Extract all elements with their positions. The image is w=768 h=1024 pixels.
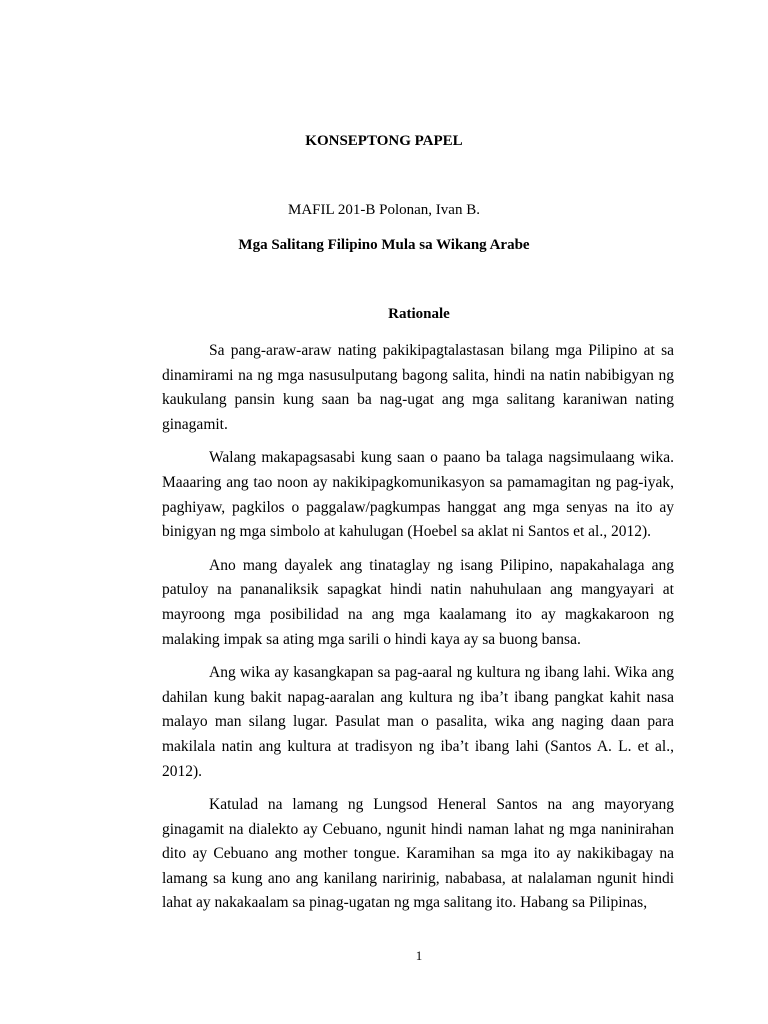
page-title: KONSEPTONG PAPEL bbox=[305, 133, 463, 149]
body-text bbox=[162, 339, 674, 925]
section-heading: Rationale bbox=[388, 306, 450, 322]
paragraph: Ang wika ay kasangkapan sa pag-aaral ng kultura ng ibang lahi. Wika ang dahilan kung bakit napag-aaralan ang kultura ng iba’t ibang pangkat kahit nasa malayo man silang lugar. Pasulat man o pasalita, wika ang naging daan para makilala natin ang kultura at tradisyon ng iba’t ibang lahi (Santos A. L. et al., 2012). bbox=[162, 664, 674, 780]
paragraph: Walang makapagsasabi kung saan o paano ba talaga nagsimulaang wika. Maaaring ang tao noon ay nakikipagkomunikasyon sa pamamagitan ng pag-iyak, paghiyaw, pagkilos o paggalaw/pagkumpas hanggat ang mga senyas na ito ay binigyan ng mga simbolo at kahulugan (Hoebel sa aklat ni Santos et al., 2012). bbox=[162, 449, 674, 541]
paragraph: Ano mang dayalek ang tinataglay ng isang Pilipino, napakahalaga ang patuloy na pananaliksik sapagkat hindi natin nahuhulaan ang mangyayari at mayroong mga posibilidad na ang mga kaalamang ito ay magkakaroon ng malaking impak sa ating mga sarili o hindi kaya ay sa buong bansa. bbox=[162, 556, 674, 648]
page-number: 1 bbox=[415, 948, 423, 963]
paragraph: Sa pang-araw-araw nating pakikipagtalastasan bilang mga Pilipino at sa dinamirami na ng mga nasusulputang bagong salita, hindi na natin nabibigyan ng kaukulang pansin kung saan ba nag-ugat ang mga salitang karaniwan nating ginagamit. bbox=[162, 342, 674, 433]
paragraph: Katulad na lamang ng Lungsod Heneral Santos na ang mayoryang ginagamit na dialekto ay Cebuano, ngunit hindi naman lahat ng mga naninirahan dito ay Cebuano ang mother tongue. Karamihan sa mga ito ay nakikibagay na lamang sa kung ano ang kanilang naririnig, nababasa, at nalalaman ngunit hindi lahat ay nakakaalam sa pinag-ugatan ng mga salitang ito. Habang sa Pilipinas, bbox=[162, 796, 674, 912]
paper-subtitle: Mga Salitang Filipino Mula sa Wikang Arabe bbox=[238, 237, 530, 253]
author-line: MAFIL 201-B Polonan, Ivan B. bbox=[288, 202, 480, 218]
